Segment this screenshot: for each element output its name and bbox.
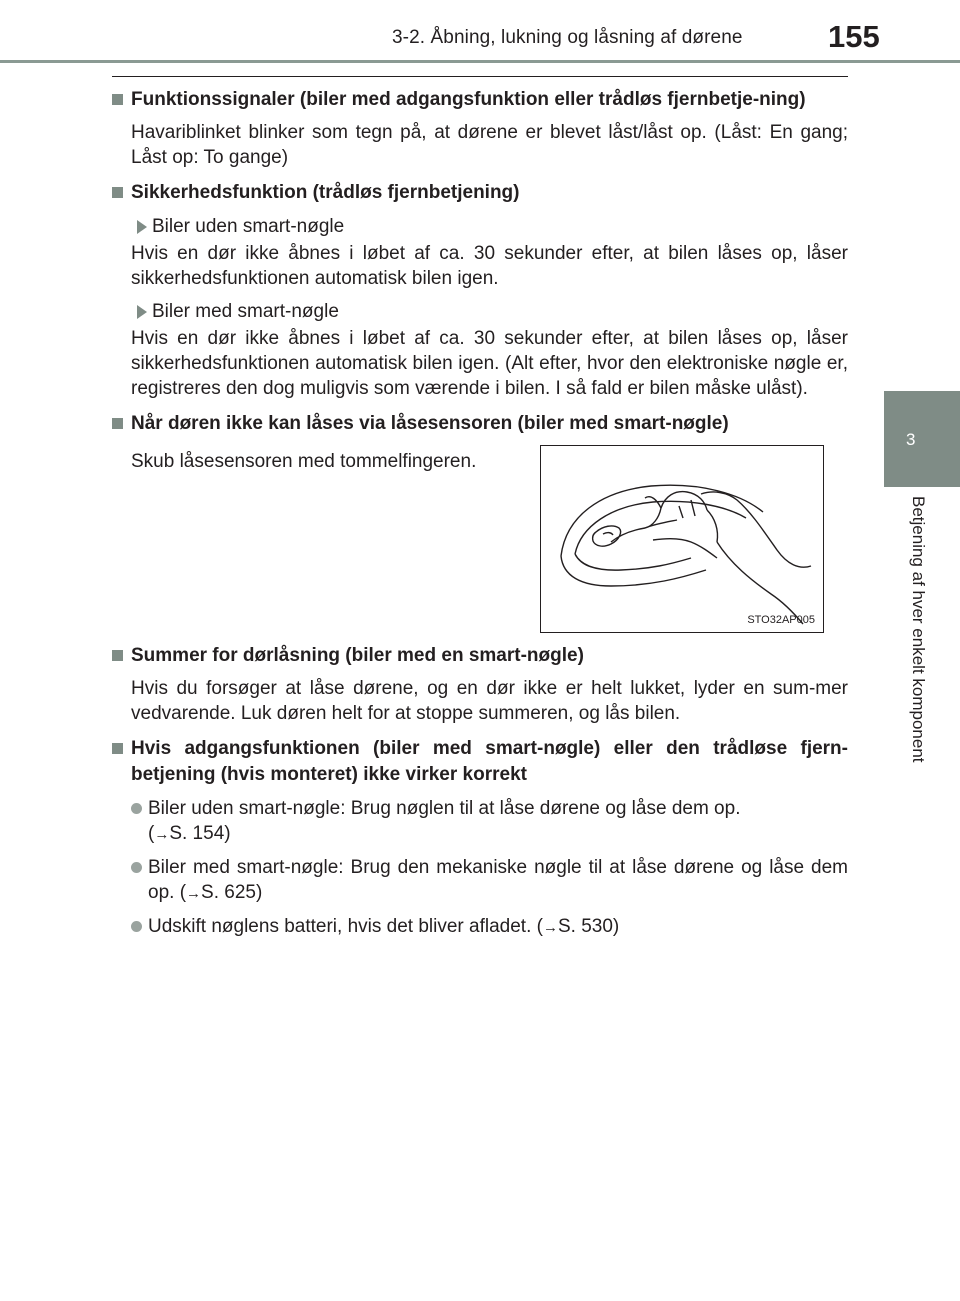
heading-text: Summer for dørlåsning (biler med en smart-nøgle) <box>131 645 584 666</box>
section-door-lock-buzzer <box>112 643 848 726</box>
triangle-marker-icon <box>137 220 147 234</box>
chapter-number: 3 <box>906 430 916 449</box>
list-item-text: Biler med smart-nøgle: Brug den mekaniske nøgle til at låse dørene og låse dem op. (→S. 625) <box>148 857 848 903</box>
heading-text: Sikkerhedsfunktion (trådløs fjernbetjening) <box>131 182 520 203</box>
list-item <box>131 796 848 847</box>
paragraph: Skub låsesensoren med tommelfingeren. <box>131 451 477 472</box>
figure-row <box>131 445 848 633</box>
square-bullet-icon <box>112 94 123 105</box>
paragraph: Hvis en dør ikke åbnes i løbet af ca. 30 sekunder efter, at bilen låses op, låser sikkerhedsfunktionen automatisk bilen igen. (Alt efter, hvor den elektroniske nøgle er, registreres den dog muligvis som værende i bilen. I så fald er bilen måske ulåst). <box>131 328 848 399</box>
page-reference-link[interactable]: S. 625 <box>201 882 256 903</box>
page-number: 155 <box>828 19 880 54</box>
page-content <box>112 76 848 950</box>
square-bullet-icon <box>112 743 123 754</box>
page-reference-link[interactable]: S. 530 <box>557 916 613 937</box>
circle-bullet-icon <box>131 921 142 932</box>
heading-text: Når døren ikke kan låses via låsesensoren (biler med smart-nøgle) <box>131 413 729 434</box>
header-rule <box>0 60 960 63</box>
paragraph: Hvis du forsøger at låse dørene, og en dør ikke er helt lukket, lyder en sum-mer vedvarende. Luk døren helt for at stoppe summeren, og lås bilen. <box>131 678 848 724</box>
arrow-right-icon: → <box>542 919 558 936</box>
arrow-right-icon: → <box>186 885 202 902</box>
header-section-title: 3-2. Åbning, lukning og låsning af dørene <box>392 27 743 48</box>
chapter-label: Betjening af hver enkelt komponent <box>909 496 928 763</box>
door-handle-illustration <box>540 445 824 633</box>
list-item <box>131 914 848 940</box>
list-item <box>131 855 848 906</box>
section-malfunction <box>112 736 848 940</box>
section-lock-sensor <box>112 411 848 633</box>
section-heading <box>112 643 848 669</box>
list-item-text: Biler uden smart-nøgle: Brug nøglen til at låse dørene og låse dem op. (→S. 154) <box>148 798 741 844</box>
section-heading <box>112 180 848 206</box>
arrow-right-icon: → <box>154 826 170 843</box>
circle-bullet-icon <box>131 862 142 873</box>
square-bullet-icon <box>112 187 123 198</box>
subheading <box>137 299 848 324</box>
subheading-text: Biler med smart-nøgle <box>152 301 339 322</box>
triangle-marker-icon <box>137 305 147 319</box>
content-top-rule <box>112 76 848 77</box>
paragraph: Havariblinket blinker som tegn på, at dørene er blevet låst/låst op. (Låst: En gang; Låst op: To gange) <box>131 122 848 168</box>
bullet-text: Biler uden smart-nøgle: Brug nøglen til at låse dørene og låse dem op. <box>148 798 741 819</box>
heading-text: Funktionssignaler (biler med adgangsfunktion eller trådløs fjernbetje-ning) <box>131 89 806 110</box>
bullet-text: Biler med smart-nøgle: Brug den mekaniske nøgle til at låse dørene og låse dem op. <box>148 857 848 903</box>
door-handle-drawing <box>541 446 823 632</box>
list-item-text: Udskift nøglens batteri, hvis det bliver afladet. (→S. 530) <box>148 916 620 937</box>
subheading <box>137 214 848 239</box>
bullet-text: Udskift nøglens batteri, hvis det bliver afladet. <box>148 916 532 937</box>
page-reference-link[interactable]: S. 154 <box>169 823 225 844</box>
paragraph: Hvis en dør ikke åbnes i løbet af ca. 30 sekunder efter, at bilen låses op, låser sikkerhedsfunktionen automatisk bilen igen. <box>131 243 848 289</box>
square-bullet-icon <box>112 650 123 661</box>
heading-text: Hvis adgangsfunktionen (biler med smart-nøgle) eller den trådløse fjern-betjening (hvis monteret) ikke virker korrekt <box>131 738 848 785</box>
subheading-text: Biler uden smart-nøgle <box>152 216 345 237</box>
section-heading <box>112 411 848 437</box>
section-heading <box>112 736 848 788</box>
circle-bullet-icon <box>131 803 142 814</box>
chapter-tab <box>884 391 960 487</box>
section-function-signals <box>112 87 848 170</box>
figure-code: STO32AP005 <box>747 614 815 626</box>
section-security-function <box>112 180 848 401</box>
square-bullet-icon <box>112 418 123 429</box>
section-heading <box>112 87 848 113</box>
